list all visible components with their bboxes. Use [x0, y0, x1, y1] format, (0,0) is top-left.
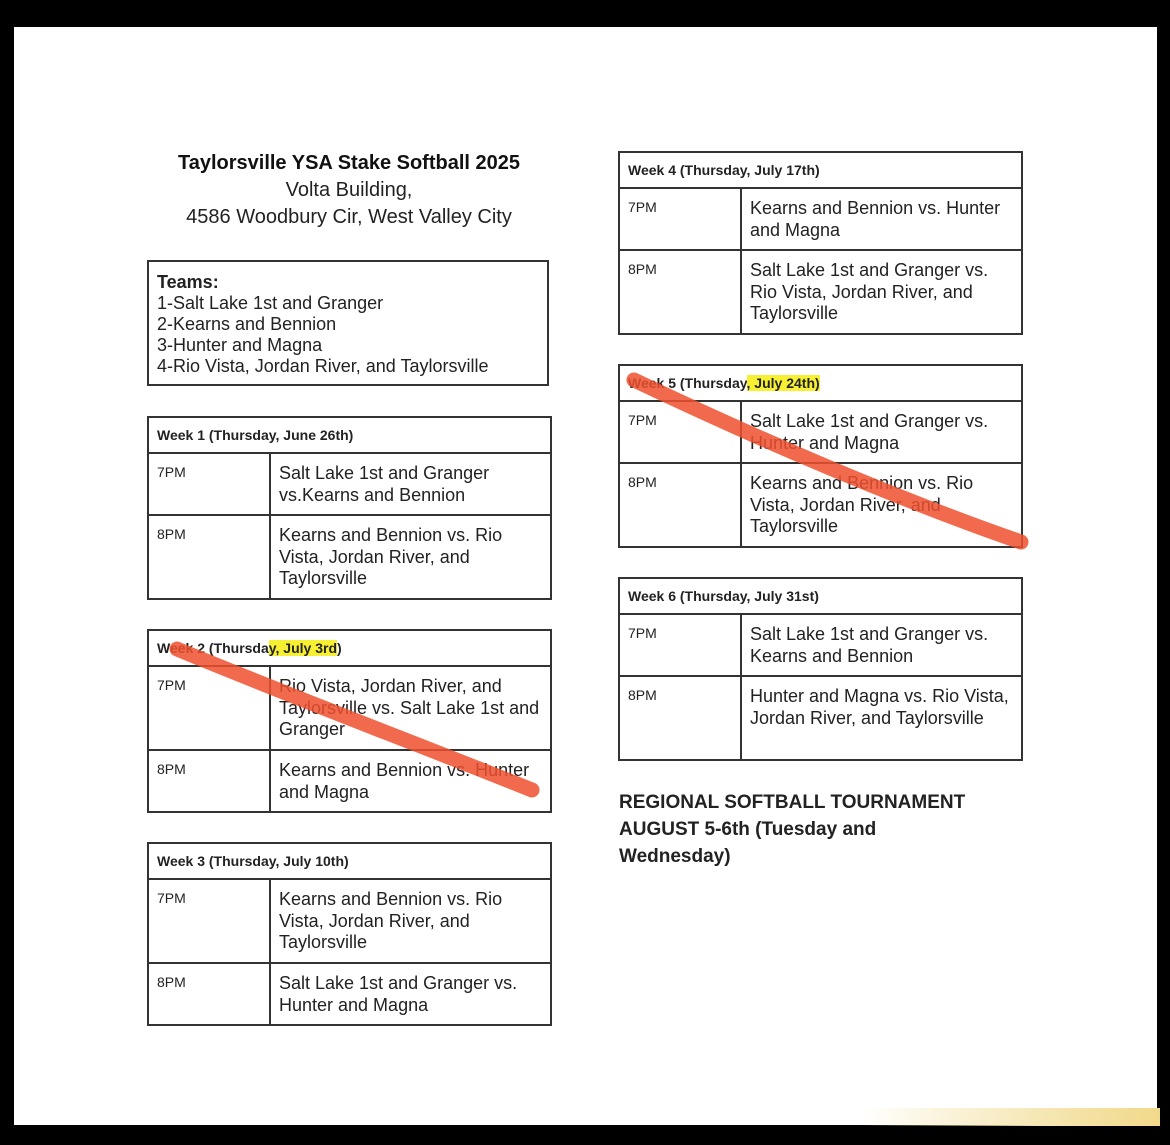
- game-matchup: Kearns and Bennion vs. Rio Vista, Jordan River, and Taylorsville: [270, 879, 551, 963]
- teams-heading: Teams:: [157, 272, 219, 292]
- week-3-heading: Week 3 (Thursday, July 10th): [148, 843, 551, 879]
- week-6-heading: Week 6 (Thursday, July 31st): [619, 578, 1022, 614]
- team-item: 3-Hunter and Magna: [157, 335, 323, 355]
- team-item: 1-Salt Lake 1st and Granger: [157, 293, 384, 313]
- team-item: 2-Kearns and Bennion: [157, 314, 337, 334]
- venue-address: 4586 Woodbury Cir, West Valley City: [186, 206, 512, 228]
- game-time: 7PM: [148, 453, 270, 515]
- week-1-heading: Week 1 (Thursday, June 26th): [148, 417, 551, 453]
- week-4-heading: Week 4 (Thursday, July 17th): [619, 152, 1022, 188]
- game-time: 8PM: [619, 463, 741, 547]
- week-4-table: [618, 151, 1023, 335]
- game-time: 8PM: [148, 963, 270, 1025]
- week-2-date-highlight: y, July 3rd: [268, 640, 337, 656]
- game-time: 7PM: [148, 666, 270, 750]
- week-1-table: [147, 416, 552, 600]
- game-time: 8PM: [619, 250, 741, 334]
- week-2-heading: [148, 630, 551, 666]
- week-6-table: [618, 577, 1023, 761]
- tournament-line: REGIONAL SOFTBALL TOURNAMENT: [619, 792, 966, 813]
- bottom-glow: [860, 1108, 1160, 1126]
- week-2-table: [147, 629, 552, 813]
- game-matchup: Kearns and Bennion vs. Rio Vista, Jordan River, and Taylorsville: [270, 515, 551, 599]
- game-matchup: Hunter and Magna vs. Rio Vista, Jordan River, and Taylorsville: [741, 676, 1022, 760]
- game-matchup: Salt Lake 1st and Granger vs. Kearns and Bennion: [741, 614, 1022, 676]
- game-matchup: Salt Lake 1st and Granger vs. Hunter and Magna: [270, 963, 551, 1025]
- game-time: 7PM: [619, 188, 741, 250]
- week-2-heading-start: Week 2 (Thursda: [157, 640, 269, 656]
- game-matchup: Kearns and Bennion vs. Hunter and Magna: [270, 750, 551, 812]
- week-2-heading-end: ): [337, 640, 342, 656]
- week-5-table: [618, 364, 1023, 548]
- teams-box: [147, 260, 549, 386]
- tournament-line: Wednesday): [619, 846, 731, 867]
- game-matchup: Salt Lake 1st and Granger vs. Rio Vista, Jordan River, and Taylorsville: [741, 250, 1022, 334]
- game-matchup: Kearns and Bennion vs. Hunter and Magna: [741, 188, 1022, 250]
- week-3-table: [147, 842, 552, 1026]
- week-5-heading: [619, 365, 1022, 401]
- tournament-line: AUGUST 5-6th (Tuesday and: [619, 819, 877, 840]
- team-item: 4-Rio Vista, Jordan River, and Taylorsville: [157, 356, 489, 376]
- game-time: 8PM: [148, 750, 270, 812]
- game-matchup: Salt Lake 1st and Granger vs.Kearns and Bennion: [270, 453, 551, 515]
- schedule-title: Taylorsville YSA Stake Softball 2025: [177, 152, 520, 174]
- venue-name: Volta Building,: [285, 179, 413, 201]
- game-matchup: Salt Lake 1st and Granger vs. Hunter and Magna: [741, 401, 1022, 463]
- game-time: 8PM: [619, 676, 741, 760]
- game-time: 7PM: [148, 879, 270, 963]
- game-time: 8PM: [148, 515, 270, 599]
- game-matchup: Rio Vista, Jordan River, and Taylorsville vs. Salt Lake 1st and Granger: [270, 666, 551, 750]
- game-time: 7PM: [619, 614, 741, 676]
- schedule-header: [148, 150, 550, 231]
- week-5-heading-start: Week 5 (Thursday: [628, 375, 747, 391]
- game-time: 7PM: [619, 401, 741, 463]
- tournament-notice: [619, 789, 1019, 870]
- game-matchup: Kearns and Bennion vs. Rio Vista, Jordan River, and Taylorsville: [741, 463, 1022, 547]
- week-5-date-highlight: , July 24th): [746, 375, 820, 391]
